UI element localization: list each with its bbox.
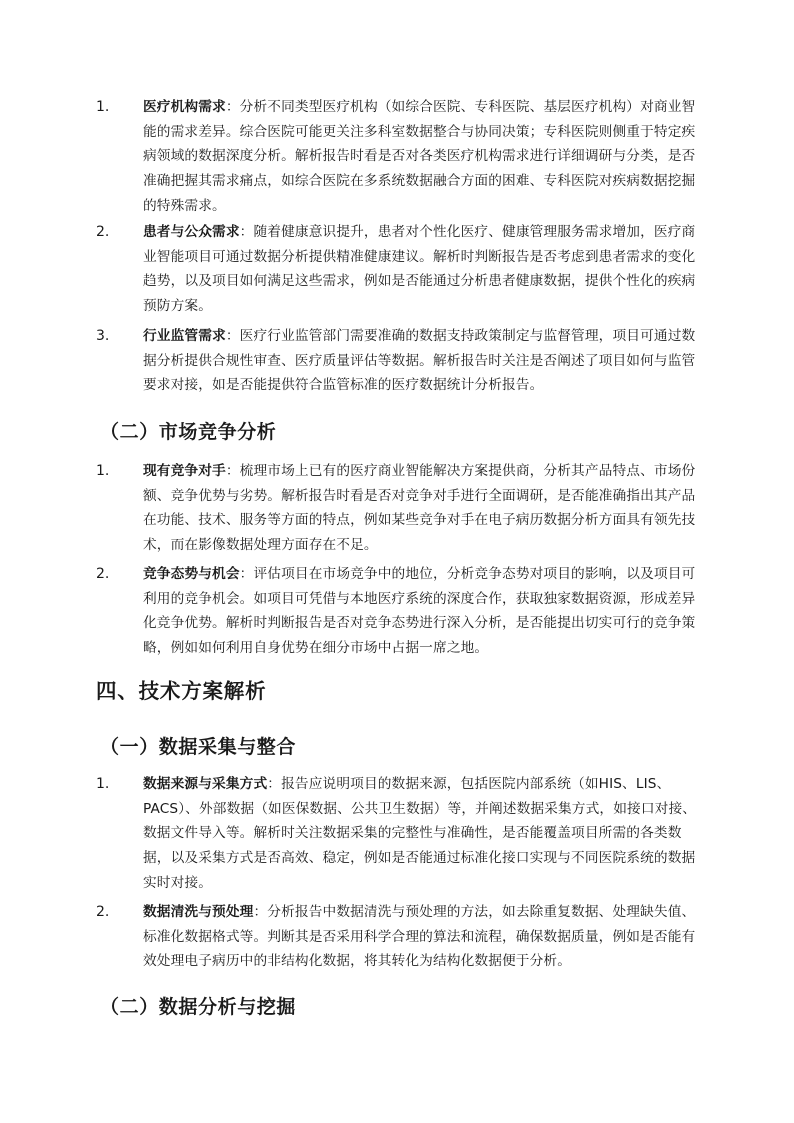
term-colon: ： [253, 904, 268, 920]
list-item-term: 数据来源与采集方式 [143, 776, 268, 792]
list-item-text [143, 459, 705, 558]
list-item-term: 患者与公众需求 [143, 224, 240, 240]
term-colon: ： [225, 328, 240, 344]
list-item-text [143, 772, 705, 896]
section-heading: （一）数据采集与整合 [100, 736, 297, 758]
list-item-term: 数据清洗与预处理 [143, 904, 254, 920]
list-item-description: 报告应说明项目的数据来源，包括医院内部系统（如HIS、LIS、PACS）、外部数据（如医保数据、公共卫生数据）等，并阐述数据采集方式，如接口对接、数据文件导入等。解析时关注数据采集的完整性与准确性，是否能覆盖项目所需的各类数据，以及采集方式是否高效、稳定，例如是否能通过标准化接口实现与不同医院系统的数据实时对接。 [143, 776, 697, 891]
list-item-term: 竞争态势与机会 [143, 566, 240, 582]
list-item-number: 3. [96, 328, 110, 344]
list-item-term: 医疗机构需求 [143, 99, 226, 115]
list-item-text [143, 95, 705, 219]
list-item-description: 评估项目在市场竞争中的地位，分析竞争态势对项目的影响，以及项目可利用的竞争机会。如项目可凭借与本地医疗系统的深度合作，获取独家数据资源，形成差异化竞争优势。解析时判断报告是否对竞争态势进行深入分析，是否能提出切实可行的竞争策略，例如如何利用自身优势在细分市场中占据一席之地。 [143, 566, 696, 657]
section-heading: （二）市场竞争分析 [100, 421, 277, 443]
list-item-text [143, 562, 705, 661]
list-item-number: 1. [96, 463, 110, 479]
term-colon: ： [239, 224, 254, 240]
list-item-text [143, 324, 705, 398]
list-item-description: 梳理市场上已有的医疗商业智能解决方案提供商，分析其产品特点、市场份额、竞争优势与劣势。解析报告时看是否对竞争对手进行全面调研，是否能准确指出其产品在功能、技术、服务等方面的特点，例如某些竞争对手在电子病历数据分析方面具有领先技术，而在影像数据处理方面存在不足。 [143, 463, 696, 554]
list-item-description: 分析报告中数据清洗与预处理的方法，如去除重复数据、处理缺失值、标准化数据格式等。判断其是否采用科学合理的算法和流程，确保数据质量，例如是否能有效处理电子病历中的非结构化数据，将其转化为结构化数据便于分析。 [143, 904, 696, 970]
list-item-description: 随着健康意识提升，患者对个性化医疗、健康管理服务需求增加，医疗商业智能项目可通过数据分析提供精准健康建议。解析时判断报告是否考虑到患者需求的变化趋势，以及项目如何满足这些需求，例如是否能通过分析患者健康数据，提供个性化的疾病预防方案。 [143, 224, 696, 315]
chapter-heading: 四、技术方案解析 [96, 679, 267, 703]
term-colon: ： [239, 566, 254, 582]
list-item-description: 医疗行业监管部门需要准确的数据支持政策制定与监督管理，项目可通过数据分析提供合规性审查、医疗质量评估等数据。解析报告时关注是否阐述了项目如何与监管要求对接，如是否能提供符合监管标准的医疗数据统计分析报告。 [143, 328, 696, 394]
term-colon: ： [225, 99, 240, 115]
section-heading: （二）数据分析与挖掘 [100, 996, 297, 1018]
list-item-description: 分析不同类型医疗机构（如综合医院、专科医院、基层医疗机构）对商业智能的需求差异。综合医院可能更关注多科室数据整合与协同决策；专科医院则侧重于特定疾病领域的数据深度分析。解析报告时看是否对各类医疗机构需求进行详细调研与分类，是否准确把握其需求痛点，如综合医院在多系统数据融合方面的困难、专科医院对疾病数据挖掘的特殊需求。 [143, 99, 696, 214]
list-item-number: 1. [96, 776, 110, 792]
list-item-number: 2. [96, 904, 110, 920]
list-item-number: 2. [96, 224, 110, 240]
term-colon: ： [225, 463, 240, 479]
list-item-number: 1. [96, 99, 110, 115]
term-colon: ： [267, 776, 282, 792]
list-item-number: 2. [96, 566, 110, 582]
list-item-text [143, 220, 705, 319]
list-item-term: 现有竞争对手 [143, 463, 226, 479]
list-item-text [143, 900, 705, 974]
list-item-term: 行业监管需求 [143, 328, 226, 344]
